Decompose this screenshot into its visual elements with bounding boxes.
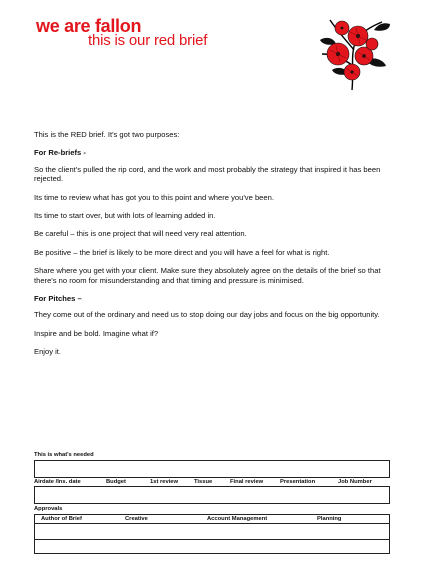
column-first-review: 1st review: [150, 479, 179, 485]
rebriefs-paragraph: Be careful – this is one project that will need very real attention.: [34, 229, 247, 239]
column-budget: Budget: [106, 479, 126, 485]
brief-body: [34, 130, 390, 366]
rebriefs-paragraph: Its time to start over, but with lots of learning added in.: [34, 211, 216, 221]
schedule-columns: [34, 478, 390, 486]
rebriefs-paragraph: Be positive – the brief is likely to be more direct and you will have a feel for what is right.: [34, 247, 330, 257]
pitches-paragraph: Enjoy it.: [34, 347, 62, 357]
needed-label: This is what's needed: [34, 452, 94, 458]
column-presentation: Presentation: [280, 479, 316, 485]
red-flower-logo: [312, 10, 392, 94]
pitches-heading: For Pitches –: [34, 294, 82, 304]
rebriefs-paragraph: Its time to review what has got you to this point and where you've been.: [34, 192, 274, 202]
column-author: Author of Brief: [41, 516, 82, 522]
pitches-paragraph: They come out of the ordinary and need us to stop doing our day jobs and focus on the big opportunity.: [34, 310, 380, 320]
rebriefs-heading: For Re-briefs -: [34, 148, 86, 158]
pitches-paragraph: Inspire and be bold. Imagine what if?: [34, 328, 159, 338]
column-creative: Creative: [125, 516, 148, 522]
column-job-number: Job Number: [338, 479, 372, 485]
brief-form: [34, 452, 390, 554]
schedule-field[interactable]: [34, 486, 390, 504]
approvals-label: Approvals: [34, 506, 63, 512]
column-airdate: Airdate /Ins. date: [34, 479, 81, 485]
approvals-columns: [35, 515, 389, 524]
intro-text: This is the RED brief. It's got two purposes:: [34, 130, 180, 139]
rebriefs-paragraph: Share where you get with your client. Make sure they absolutely agree on the details of the brief so that there's no room for misunderstanding and that timing and pressure is minimised.: [34, 266, 381, 285]
approvals-box: [34, 514, 390, 554]
column-final-review: Final review: [230, 479, 264, 485]
column-planning: Planning: [317, 516, 342, 522]
column-account-management: Account Management: [207, 516, 268, 522]
header-subtitle: this is our red brief: [88, 32, 208, 49]
approvals-row[interactable]: [35, 524, 389, 540]
column-tissue: Tissue: [194, 479, 213, 485]
rebriefs-paragraph: So the client's pulled the rip cord, and the work and most probably the strategy that inspired it has been rejected.: [34, 164, 381, 184]
header-title: we are fallon: [36, 16, 142, 36]
needed-field[interactable]: [34, 460, 390, 478]
